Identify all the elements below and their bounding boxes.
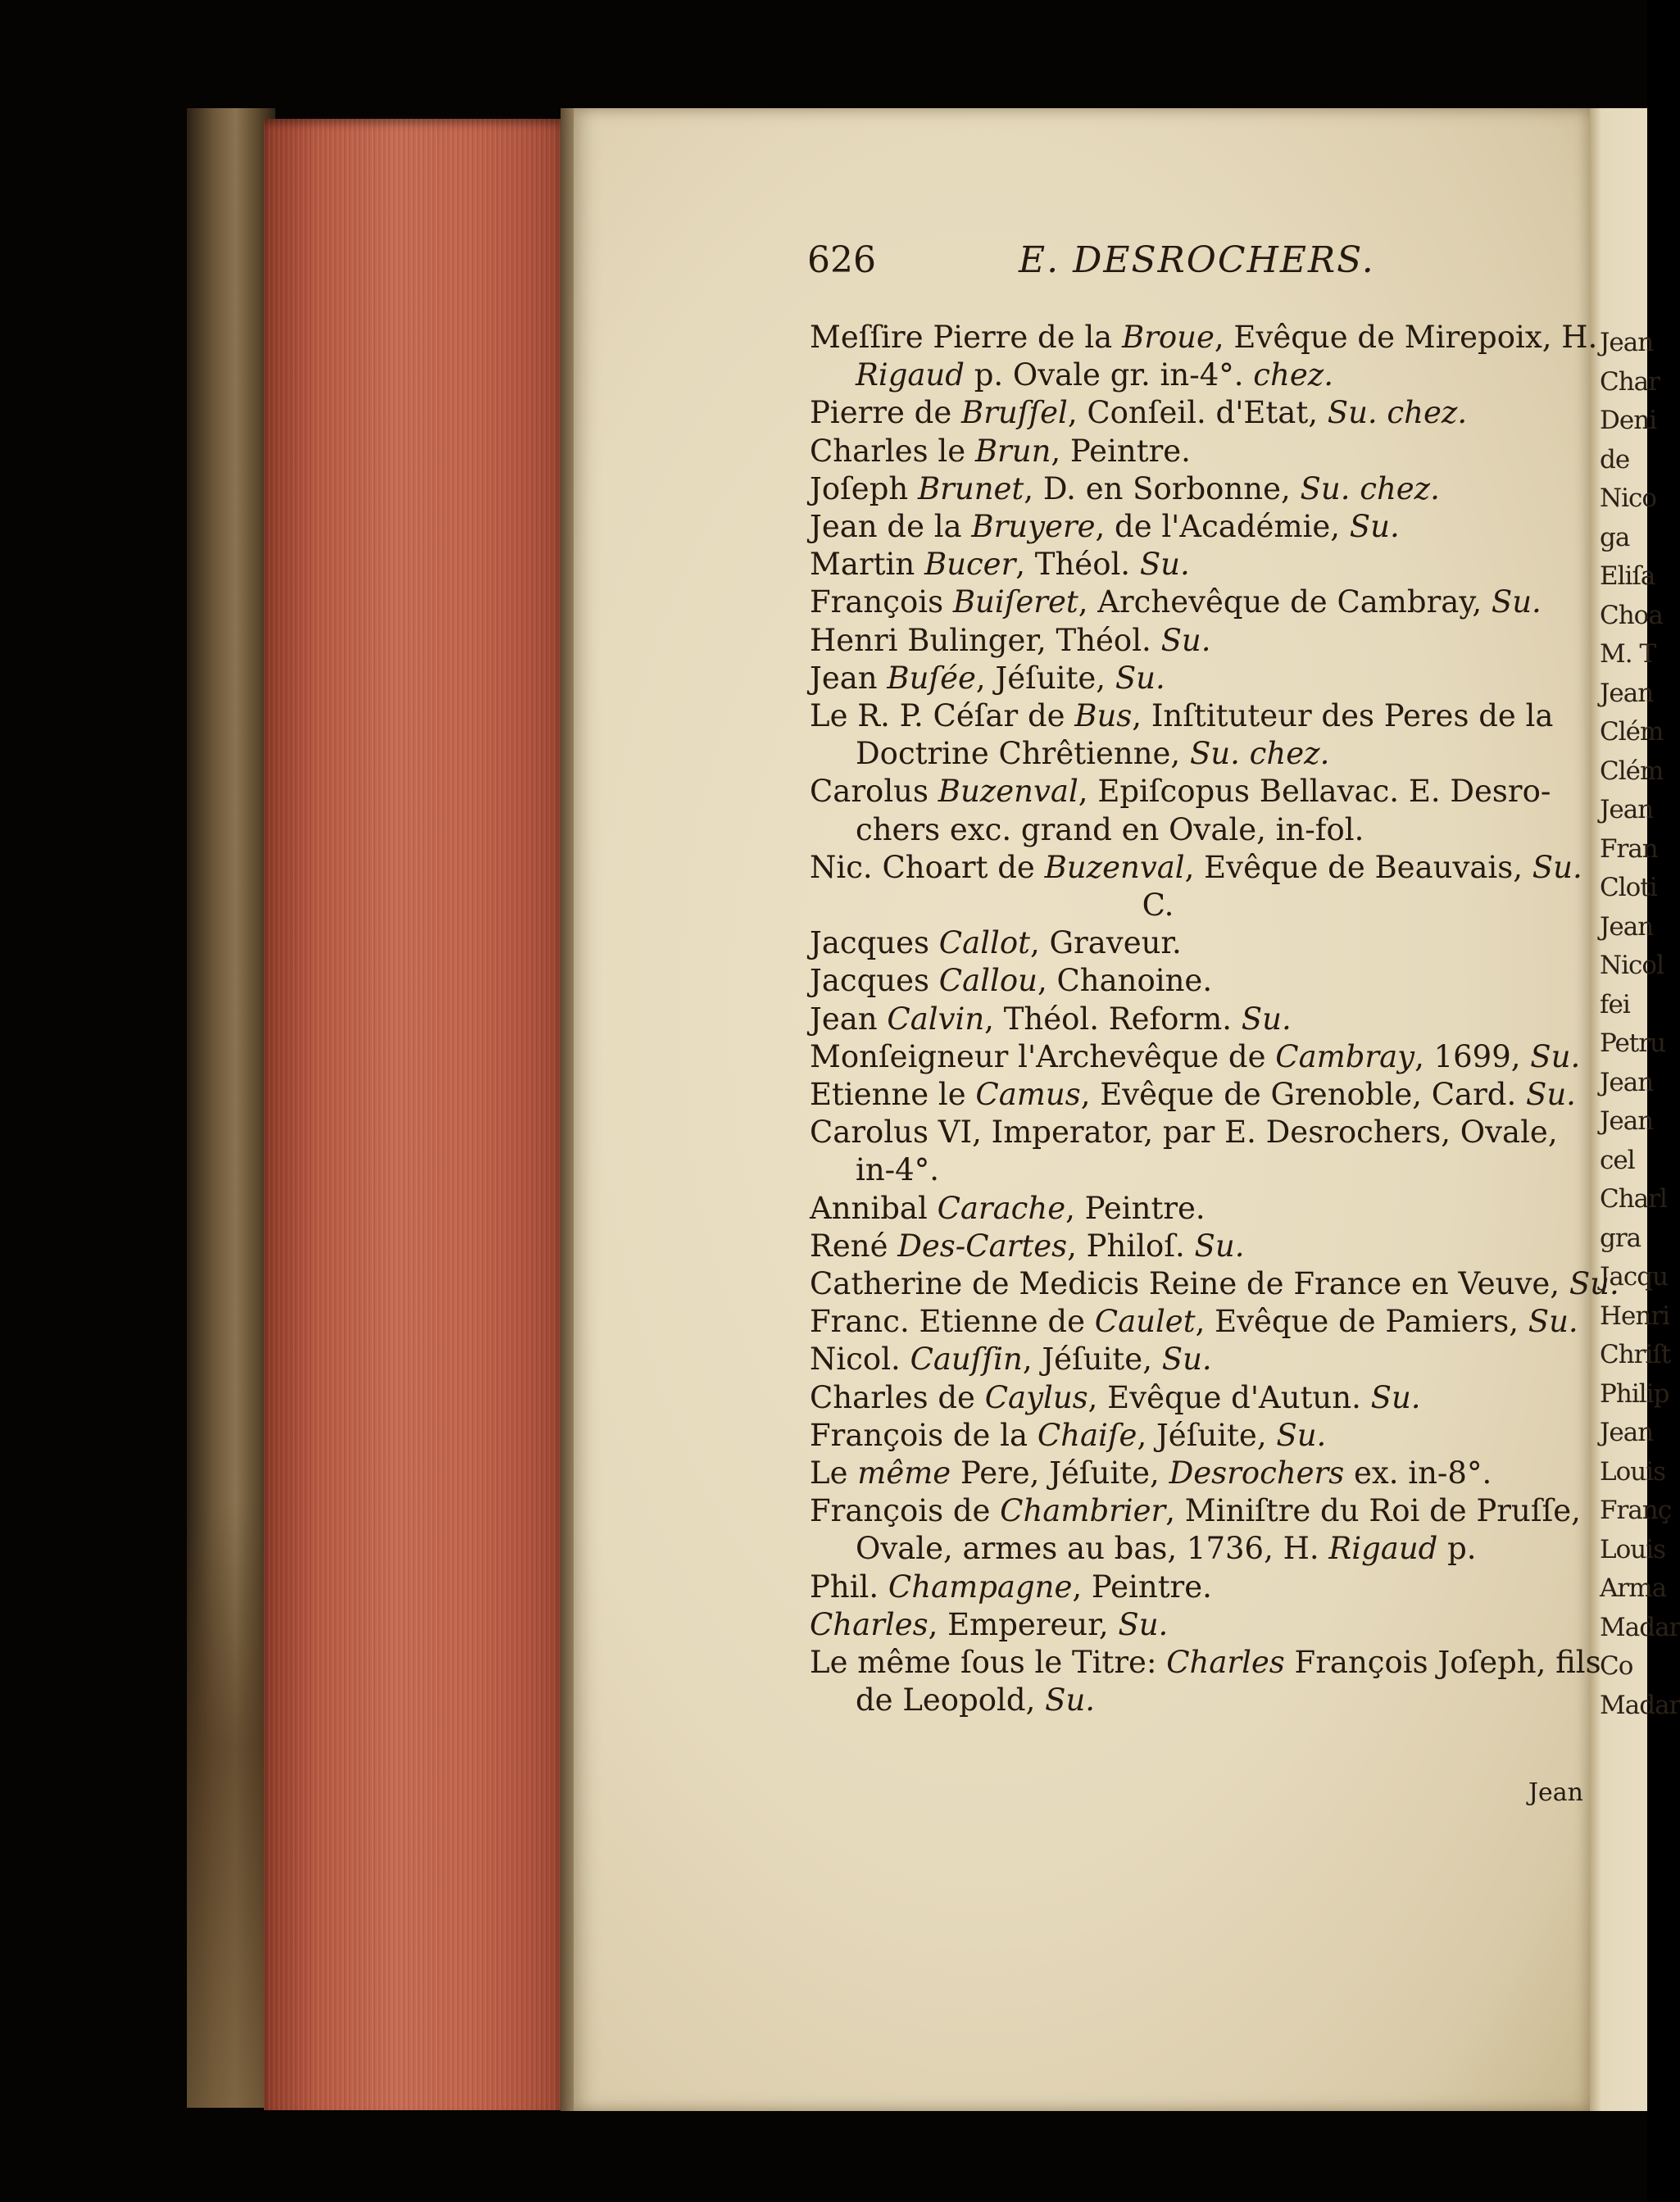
entry-text: Charles de xyxy=(810,1379,985,1415)
running-title: E. DESROCHERS. xyxy=(1019,239,1375,281)
entry-line xyxy=(810,357,1580,393)
entry-text: , Chanoine. xyxy=(1037,963,1213,999)
italic-name: Desrochers xyxy=(1169,1455,1345,1491)
italic-name: Su. xyxy=(1045,1682,1096,1718)
facing-page-fragment: Jean xyxy=(1600,795,1654,824)
italic-name: Su. chez. xyxy=(1189,736,1330,772)
entry-text: , Théol. Reform. xyxy=(984,1001,1242,1037)
entry-text: Le R. P. Céſar de xyxy=(810,698,1075,733)
entry-text: , D. en Sorbonne, xyxy=(1024,470,1301,506)
entry-line xyxy=(810,1191,1580,1226)
entry-line xyxy=(810,812,1580,847)
book-spine xyxy=(187,108,275,2108)
italic-name: Brunet xyxy=(917,470,1024,506)
entry-line xyxy=(810,1152,1580,1187)
entry-line xyxy=(810,1380,1580,1415)
entry-text: , Jéſuite, xyxy=(1137,1417,1277,1453)
entry-text: Catherine de Medicis Reine de France en Veuve, xyxy=(810,1266,1569,1301)
entry-text: , de l'Académie, xyxy=(1095,509,1350,544)
facing-page-fragment: Char xyxy=(1600,366,1660,397)
entry-line xyxy=(810,1001,1580,1037)
italic-name: Su. xyxy=(1349,509,1400,544)
entry-text: Le même ſous le Titre: xyxy=(810,1645,1167,1680)
catchword: Jean xyxy=(1528,1778,1583,1807)
entry-line xyxy=(810,850,1580,885)
entry-text: François de xyxy=(810,1493,1001,1529)
facing-page-fragment: Jean xyxy=(1600,911,1654,942)
italic-name: chez. xyxy=(1253,357,1333,393)
section-letter xyxy=(810,888,1580,923)
page-number: 626 xyxy=(807,239,876,281)
entry-text: François xyxy=(810,584,953,620)
entry-text: , Inſtituteur des Peres de la xyxy=(1132,698,1554,733)
entry-text: , Empereur, xyxy=(928,1606,1119,1642)
entry-line xyxy=(810,736,1580,771)
italic-name: Cauſſin xyxy=(910,1342,1023,1378)
italic-name: Su. xyxy=(1139,547,1190,583)
entry-line xyxy=(810,623,1580,658)
italic-name: Brun xyxy=(974,433,1051,469)
italic-name: Su. xyxy=(1530,1038,1581,1074)
facing-page-fragment: ga xyxy=(1600,522,1630,552)
facing-page-fragment: Jacqu xyxy=(1600,1262,1669,1292)
entry-line xyxy=(810,1569,1580,1605)
entry-text: Annibal xyxy=(810,1190,938,1226)
italic-name: Cambray xyxy=(1275,1038,1415,1074)
entry-line xyxy=(810,395,1580,430)
facing-page-fragment: Fran xyxy=(1600,833,1658,864)
italic-name: Broue xyxy=(1122,320,1215,355)
entry-text: Nic. Choart de xyxy=(810,849,1045,885)
entry-text: , Epiſcopus Bellavac. E. Desro- xyxy=(1078,774,1551,810)
italic-name: Su. xyxy=(1276,1417,1327,1453)
entry-line xyxy=(810,1607,1580,1642)
entry-text: Pierre de xyxy=(810,395,961,431)
italic-name: Su. xyxy=(1161,1342,1212,1378)
entry-line xyxy=(810,774,1580,809)
entry-line xyxy=(810,1455,1580,1491)
italic-name: Su. xyxy=(1194,1228,1245,1264)
facing-page-fragment: Madar xyxy=(1600,1690,1680,1720)
italic-name: Buiſeret xyxy=(952,584,1078,620)
entry-text: , Jéſuite, xyxy=(1022,1342,1162,1378)
entry-text: , Evêque de Grenoble, Card. xyxy=(1080,1077,1526,1112)
entry-line xyxy=(810,1682,1580,1718)
entry-text: Franc. Etienne de xyxy=(810,1304,1095,1340)
italic-name: Su. xyxy=(1526,1077,1576,1112)
entry-text: p. xyxy=(1437,1531,1477,1567)
entry-line xyxy=(810,320,1598,355)
entry-text: , Miniſtre du Roi de Pruſſe, xyxy=(1165,1493,1581,1529)
italic-name: Su. xyxy=(1370,1379,1421,1415)
entry-text: , Théol. xyxy=(1015,547,1140,583)
italic-name: Charles xyxy=(810,1606,929,1642)
italic-name: Bus xyxy=(1074,698,1133,733)
italic-name: Su. xyxy=(1115,660,1165,696)
facing-page-fragment: Jean xyxy=(1600,1106,1654,1136)
facing-page-fragment: Jean xyxy=(1600,1418,1654,1447)
italic-name: Buzenval xyxy=(1044,849,1185,885)
entry-text: ex. in-8°. xyxy=(1344,1455,1492,1491)
facing-page-fragment: Philip xyxy=(1600,1378,1669,1409)
italic-name: Su. chez. xyxy=(1300,470,1440,506)
italic-name: Su. xyxy=(1532,849,1582,885)
entry-text: Pere, Jéſuite, xyxy=(951,1455,1169,1491)
entry-text: , Philoſ. xyxy=(1067,1228,1195,1264)
italic-name: Carache xyxy=(937,1190,1066,1226)
italic-name: Su. chez. xyxy=(1327,395,1468,431)
entry-text: Carolus VI, Imperator, par E. Desrochers, Ovale, xyxy=(810,1115,1558,1151)
entry-text: , Peintre. xyxy=(1051,433,1191,469)
facing-page-fragment: Clém xyxy=(1600,717,1664,747)
italic-name: Su. xyxy=(1528,1304,1578,1340)
facing-page-fragment: Louis xyxy=(1600,1456,1666,1487)
italic-name: Camus xyxy=(975,1077,1081,1112)
entry-line xyxy=(810,1077,1580,1112)
facing-page-fragment: Choa xyxy=(1600,600,1663,630)
facing-page-fragment: gra xyxy=(1600,1223,1641,1253)
entry-text: Ovale, armes au bas, 1736, H. xyxy=(856,1531,1329,1567)
facing-page-fragment: Charl xyxy=(1600,1184,1667,1214)
facing-page-fragment: Nicol xyxy=(1600,951,1664,980)
entry-line xyxy=(810,698,1580,733)
entry-text: Le xyxy=(810,1455,858,1491)
entry-line xyxy=(810,1039,1580,1074)
entry-text: Phil. xyxy=(810,1569,888,1605)
facing-page-fragment: Henri xyxy=(1600,1301,1670,1331)
italic-name: Buzenval xyxy=(938,774,1078,810)
entry-line xyxy=(810,1304,1580,1339)
facing-page-edge xyxy=(1590,108,1680,2111)
italic-name: Chambrier xyxy=(1000,1493,1166,1529)
entry-text: , Evêque de Beauvais, xyxy=(1184,849,1532,885)
entry-text: Carolus xyxy=(810,774,938,810)
italic-name: Caulet xyxy=(1094,1304,1196,1340)
italic-name: Chaiſe xyxy=(1037,1417,1137,1453)
italic-name: Des-Cartes xyxy=(897,1228,1068,1264)
entry-text: , Evêque de Pamiers, xyxy=(1195,1304,1528,1340)
italic-name: Rigaud xyxy=(856,357,965,393)
entry-text: chers exc. grand en Ovale, in-fol. xyxy=(856,811,1364,847)
italic-name: même xyxy=(857,1455,951,1491)
entry-line xyxy=(810,661,1580,696)
entry-text: René xyxy=(810,1228,898,1264)
entry-text: Joſeph xyxy=(810,470,918,506)
entry-text: François Joſeph, fils xyxy=(1284,1645,1601,1680)
facing-page-fragment: fei xyxy=(1600,989,1630,1019)
italic-name: Champagne xyxy=(888,1569,1073,1605)
italic-name: Bucer xyxy=(924,547,1016,583)
entry-text: Jacques xyxy=(810,925,939,961)
italic-name: Buſée xyxy=(887,660,976,696)
entry-text: Nicol. xyxy=(810,1342,910,1378)
entry-text: Jacques xyxy=(810,963,939,999)
entry-text: p. Ovale gr. in-4°. xyxy=(964,357,1254,393)
italic-name: Callou xyxy=(938,963,1038,999)
entry-text: , Graveur. xyxy=(1029,925,1182,961)
italic-name: Su. xyxy=(1241,1001,1292,1037)
italic-name: Bruſſel xyxy=(961,395,1068,431)
facing-page-fragment: Deni xyxy=(1600,406,1657,435)
entry-text: , Conſeil. d'Etat, xyxy=(1067,395,1328,431)
facing-page-fragment: Eliſa xyxy=(1600,561,1655,591)
entry-line xyxy=(810,925,1580,960)
facing-page-fragment: Chriſt xyxy=(1600,1340,1671,1369)
facing-page-fragment: M. T xyxy=(1600,639,1656,669)
entry-text: , Peintre. xyxy=(1072,1569,1212,1605)
facing-page-fragment: Louis xyxy=(1600,1534,1666,1564)
entry-text: Jean de la xyxy=(810,509,972,544)
entry-line xyxy=(810,1645,1601,1680)
entry-text: C. xyxy=(1142,888,1174,923)
facing-page-fragment: Arma xyxy=(1600,1573,1667,1603)
entry-text: Etienne le xyxy=(810,1077,976,1112)
entry-text: de Leopold, xyxy=(856,1682,1046,1718)
entry-text: François de la xyxy=(810,1417,1038,1453)
facing-page-fragment: Nico xyxy=(1600,484,1657,513)
italic-name: Su. xyxy=(1118,1606,1169,1642)
entry-text: Jean xyxy=(810,660,888,696)
italic-name: Su. xyxy=(1160,622,1211,658)
italic-name: Su. xyxy=(1569,1266,1619,1301)
entry-line xyxy=(810,1493,1580,1528)
italic-name: Caylus xyxy=(984,1379,1088,1415)
entry-line xyxy=(810,584,1580,620)
facing-page-fragment: Franç xyxy=(1600,1496,1672,1525)
facing-page-fragment: cel xyxy=(1600,1145,1635,1175)
facing-page-fragment: Petru xyxy=(1600,1028,1666,1058)
facing-page-fragment: Clém xyxy=(1600,756,1664,786)
facing-page-fragment: Jean xyxy=(1600,328,1654,357)
facing-page-fragment: Cloti xyxy=(1600,873,1657,902)
entry-text: Charles le xyxy=(810,433,975,469)
entry-text: Henri Bulinger, Théol. xyxy=(810,622,1161,658)
facing-page-fragment: Jean xyxy=(1600,678,1654,708)
entry-text: Meſſire Pierre de la xyxy=(810,320,1123,355)
entry-line xyxy=(810,963,1580,998)
entry-text: , Archevêque de Cambray, xyxy=(1078,584,1492,620)
entry-text: Doctrine Chrêtienne, xyxy=(856,736,1190,772)
entry-text: , Peintre. xyxy=(1065,1190,1206,1226)
entry-text: Martin xyxy=(810,547,924,583)
facing-page-fragment: de xyxy=(1600,444,1630,474)
entry-line xyxy=(810,1115,1580,1150)
entry-text: , Evêque de Mirepoix, H. xyxy=(1214,320,1598,355)
entry-line xyxy=(810,1342,1580,1377)
entry-line xyxy=(810,547,1580,582)
entry-text: , Jéſuite, xyxy=(975,660,1115,696)
red-page-edges xyxy=(264,119,564,2110)
italic-name: Charles xyxy=(1166,1645,1285,1680)
entry-line xyxy=(810,1228,1580,1264)
italic-name: Calvin xyxy=(887,1001,985,1037)
italic-name: Su. xyxy=(1491,584,1542,620)
facing-page-fragment: Jean xyxy=(1600,1067,1654,1097)
entry-line xyxy=(810,1531,1580,1566)
entry-text: , 1699, xyxy=(1414,1038,1531,1074)
facing-page-fragment: Co xyxy=(1600,1651,1633,1681)
italic-name: Rigaud xyxy=(1328,1531,1438,1567)
entry-line xyxy=(810,1418,1580,1453)
entry-text: Monſeigneur l'Archevêque de xyxy=(810,1038,1276,1074)
entry-text: , Evêque d'Autun. xyxy=(1087,1379,1371,1415)
entry-line xyxy=(810,471,1580,506)
entry-text: in-4°. xyxy=(856,1152,939,1188)
entry-text: Jean xyxy=(810,1001,888,1037)
italic-name: Callot xyxy=(938,925,1030,961)
entry-line xyxy=(810,509,1580,544)
facing-page-fragment: Madar xyxy=(1600,1612,1680,1642)
entry-line xyxy=(810,1266,1619,1301)
entry-line xyxy=(810,434,1580,469)
italic-name: Bruyere xyxy=(971,509,1096,544)
